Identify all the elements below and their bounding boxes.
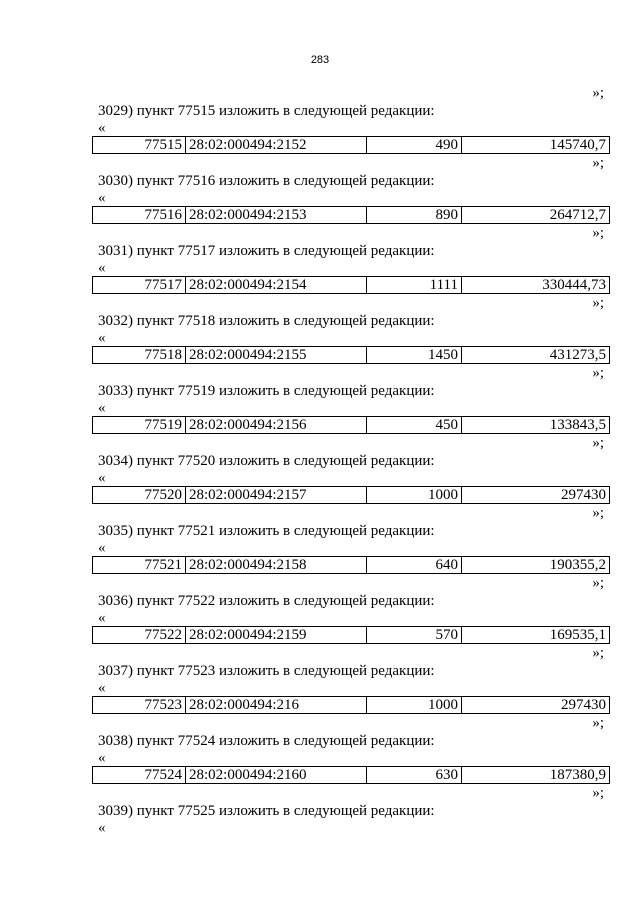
cadastral-number-cell: 28:02:000494:2152 (186, 137, 367, 154)
table-row (93, 627, 610, 644)
table-row (93, 137, 610, 154)
cadastral-number-cell: 28:02:000494:2159 (186, 627, 367, 644)
cadastral-number-cell: 28:02:000494:2160 (186, 767, 367, 784)
item-number-cell: 77523 (93, 697, 186, 714)
closing-quote: »; (592, 225, 604, 241)
item-instruction: 3030) пункт 77516 изложить в следующей редакции: (98, 173, 435, 189)
closing-quote: »; (592, 295, 604, 311)
area-cell: 640 (367, 557, 462, 574)
registry-row-table (92, 556, 610, 574)
table-row (93, 767, 610, 784)
registry-row-table (92, 486, 610, 504)
area-cell: 890 (367, 207, 462, 224)
item-number-cell: 77516 (93, 207, 186, 224)
registry-row-table (92, 766, 610, 784)
value-cell: 297430 (462, 697, 610, 714)
opening-quote: « (98, 540, 106, 556)
closing-quote: »; (592, 365, 604, 381)
closing-quote: »; (592, 435, 604, 451)
table-row (93, 697, 610, 714)
item-instruction: 3036) пункт 77522 изложить в следующей редакции: (98, 593, 435, 609)
document-body (92, 84, 610, 836)
closing-quote: »; (592, 715, 604, 731)
opening-quote: « (98, 470, 106, 486)
item-number-cell: 77520 (93, 487, 186, 504)
cadastral-number-cell: 28:02:000494:2157 (186, 487, 367, 504)
cadastral-number-cell: 28:02:000494:2153 (186, 207, 367, 224)
opening-quote: « (98, 680, 106, 696)
closing-quote: »; (592, 155, 604, 171)
cadastral-number-cell: 28:02:000494:2158 (186, 557, 367, 574)
item-instruction: 3031) пункт 77517 изложить в следующей редакции: (98, 243, 435, 259)
cadastral-number-cell: 28:02:000494:2156 (186, 417, 367, 434)
opening-quote: « (98, 750, 106, 766)
area-cell: 1000 (367, 697, 462, 714)
registry-row-table (92, 416, 610, 434)
value-cell: 431273,5 (462, 347, 610, 364)
page-number: 283 (310, 54, 330, 66)
item-instruction: 3034) пункт 77520 изложить в следующей редакции: (98, 453, 435, 469)
table-row (93, 487, 610, 504)
registry-row-table (92, 136, 610, 154)
opening-quote: « (98, 120, 106, 136)
item-number-cell: 77515 (93, 137, 186, 154)
item-number-cell: 77521 (93, 557, 186, 574)
value-cell: 330444,73 (462, 277, 610, 294)
opening-quote: « (98, 190, 106, 206)
closing-quote: »; (592, 645, 604, 661)
registry-row-table (92, 696, 610, 714)
value-cell: 187380,9 (462, 767, 610, 784)
value-cell: 190355,2 (462, 557, 610, 574)
opening-quote: « (98, 400, 106, 416)
closing-quote: »; (592, 575, 604, 591)
area-cell: 630 (367, 767, 462, 784)
item-instruction: 3039) пункт 77525 изложить в следующей редакции: (98, 803, 435, 819)
value-cell: 133843,5 (462, 417, 610, 434)
item-number-cell: 77517 (93, 277, 186, 294)
item-instruction: 3035) пункт 77521 изложить в следующей редакции: (98, 523, 435, 539)
table-row (93, 207, 610, 224)
opening-quote: « (98, 820, 106, 836)
value-cell: 264712,7 (462, 207, 610, 224)
table-row (93, 417, 610, 434)
area-cell: 1450 (367, 347, 462, 364)
table-row (93, 347, 610, 364)
opening-quote: « (98, 260, 106, 276)
closing-quote: »; (592, 85, 604, 101)
item-number-cell: 77518 (93, 347, 186, 364)
area-cell: 450 (367, 417, 462, 434)
registry-row-table (92, 206, 610, 224)
item-number-cell: 77519 (93, 417, 186, 434)
area-cell: 1000 (367, 487, 462, 504)
value-cell: 145740,7 (462, 137, 610, 154)
item-instruction: 3038) пункт 77524 изложить в следующей редакции: (98, 733, 435, 749)
area-cell: 570 (367, 627, 462, 644)
item-instruction: 3033) пункт 77519 изложить в следующей редакции: (98, 383, 435, 399)
registry-row-table (92, 346, 610, 364)
area-cell: 1111 (367, 277, 462, 294)
table-row (93, 557, 610, 574)
cadastral-number-cell: 28:02:000494:2154 (186, 277, 367, 294)
item-number-cell: 77524 (93, 767, 186, 784)
closing-quote: »; (592, 785, 604, 801)
closing-quote: »; (592, 505, 604, 521)
item-instruction: 3037) пункт 77523 изложить в следующей редакции: (98, 663, 435, 679)
opening-quote: « (98, 330, 106, 346)
registry-row-table (92, 626, 610, 644)
item-number-cell: 77522 (93, 627, 186, 644)
table-row (93, 277, 610, 294)
registry-row-table (92, 276, 610, 294)
value-cell: 169535,1 (462, 627, 610, 644)
item-instruction: 3029) пункт 77515 изложить в следующей редакции: (98, 103, 435, 119)
area-cell: 490 (367, 137, 462, 154)
opening-quote: « (98, 610, 106, 626)
value-cell: 297430 (462, 487, 610, 504)
item-instruction: 3032) пункт 77518 изложить в следующей редакции: (98, 313, 435, 329)
cadastral-number-cell: 28:02:000494:216 (186, 697, 367, 714)
cadastral-number-cell: 28:02:000494:2155 (186, 347, 367, 364)
